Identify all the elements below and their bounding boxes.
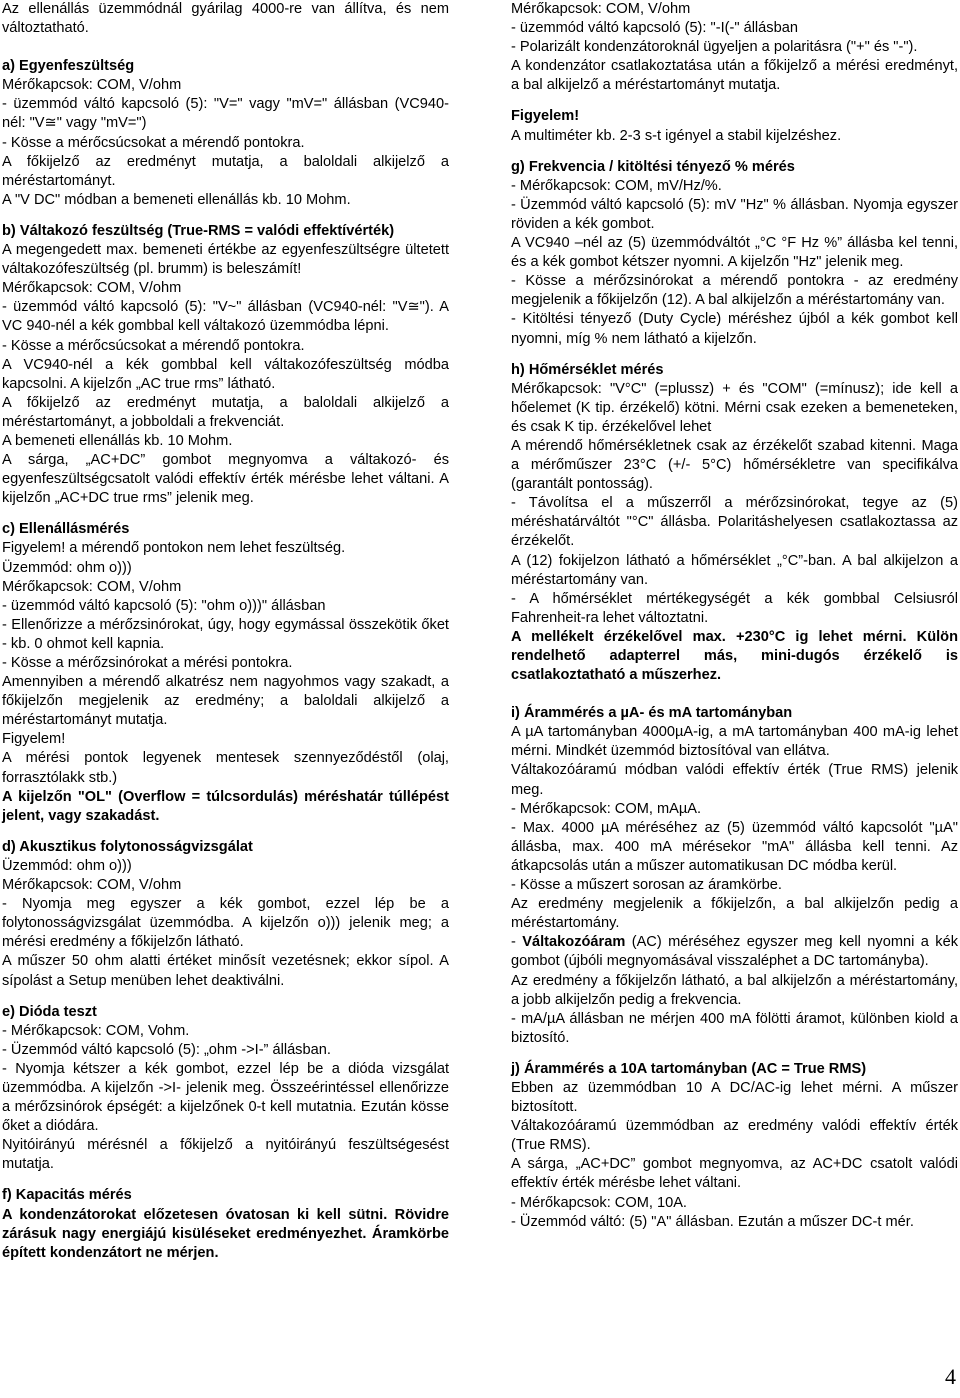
paragraph: - Mérőkapcsok: COM, mAµA. bbox=[511, 800, 702, 817]
paragraph: A multiméter kb. 2-3 s-t igényel a stabil kijelzéshez. bbox=[511, 127, 842, 144]
bold-paragraph: A mellékelt érzékelővel max. +230°C ig lehet mérni. Külön rendelhető adapterrel más, mini-dugós érzékelő is csatlakoztatható a műszerhez. bbox=[511, 628, 958, 684]
spacer bbox=[2, 1174, 449, 1186]
paragraph: - Mérőkapcsok: COM, mV/Hz/%. bbox=[511, 177, 722, 194]
bold-paragraph: A kijelzőn "OL" (Overflow = túlcsordulás) méréshatár túllépést jelent, vagy szakadást. bbox=[2, 788, 449, 824]
spacer bbox=[511, 685, 958, 704]
paragraph: Figyelem! bbox=[2, 731, 66, 748]
paragraph: A főkijelző az eredményt mutatja, a baloldali alkijelző a méréstartományt, a jobboldali a frekvenciát. bbox=[2, 394, 449, 430]
paragraph: - Üzemmód váltó kapcsoló (5): „ohm ->I-” állásban. bbox=[2, 1041, 331, 1058]
paragraph: Amennyiben a mérendő alkatrész nem nagyohmos vagy szakadt, a főkijelzőn megjelenik az eredmény; a baloldali alkijelző a méréstartományt mutatja. bbox=[2, 674, 449, 729]
paragraph: Mérőkapcsok: COM, V/ohm bbox=[511, 1, 691, 17]
paragraph: Üzemmód: ohm o))) bbox=[2, 559, 132, 576]
paragraph: A kondenzátor csatlakoztatása után a főkijelző a mérési eredményt, a bal alkijelző a méréstartományt mutatja. bbox=[511, 58, 958, 94]
paragraph: A (12) fokijelzon látható a hőmérséklet „°C”-ban. A bal alkijelzon a méréstartomány van. bbox=[511, 552, 958, 588]
paragraph: - Távolítsa el a műszerről a mérőzsinórokat, tegye az (5) méréshatárváltót "°C" állásba. Polaritáshelyesen csatlakoztassa az érzékelőt. bbox=[511, 495, 958, 550]
paragraph: - Mérőkapcsok: COM, Vohm. bbox=[2, 1022, 190, 1039]
paragraph: - Nyomja kétszer a kék gombot, ezzel lép be a dióda vizsgálat üzemmódba. A kijelzőn ->I- jelenik meg. Összeérintéssel ellenőrizze a mérőzsinórok épségét: a kijelzőnek 0-t kell mutatnia. Ezután kösse őket a diódára. bbox=[2, 1060, 449, 1135]
paragraph: - üzemmód váltó kapcsoló (5): "-I(-" állásban bbox=[511, 20, 798, 37]
section-heading: j) Árammérés a 10A tartományban (AC = True RMS) bbox=[511, 1060, 867, 1077]
paragraph: Váltakozóáramú üzemmódban az eredmény valódi effektív érték (True RMS). bbox=[511, 1118, 958, 1154]
paragraph: - üzemmód váltó kapcsoló (5): "ohm o)))" állásban bbox=[2, 597, 326, 614]
paragraph: A sárga, „AC+DC” gombot megnyomva, az AC+DC csatolt valódi effektív érték mérésbe lehet váltani. bbox=[511, 1156, 958, 1192]
paragraph: Váltakozóáramú módban valódi effektív érték (True RMS) jelenik meg. bbox=[511, 762, 958, 798]
section-heading: c) Ellenállásmérés bbox=[2, 521, 130, 538]
paragraph: - A hőmérséklet mértékegységét a kék gombbal Celsiusról Fahrenheit-ra lehet változtatni. bbox=[511, 590, 958, 626]
bold-paragraph: A kondenzátorokat előzetesen óvatosan ki kell sütni. Rövidre zárásuk nagy energiájú kisüléseket eredményezhet. Áramkörbe épített kondenzátort ne mérjen. bbox=[2, 1206, 449, 1261]
paragraph: Mérőkapcsok: COM, V/ohm bbox=[2, 77, 182, 94]
right-column bbox=[511, 0, 958, 1232]
spacer bbox=[2, 508, 449, 520]
section-heading: Figyelem! bbox=[511, 108, 580, 125]
paragraph: Ebben az üzemmódban 10 A DC/AC-ig lehet mérni. A műszer biztosított. bbox=[511, 1079, 958, 1116]
paragraph: Az eredmény megjelenik a főkijelzőn, a bal alkijelzőn pedig a méréstartomány. bbox=[511, 896, 958, 932]
paragraph: - Kösse a műszert sorosan az áramkörbe. bbox=[511, 877, 782, 894]
paragraph: - üzemmód váltó kapcsoló (5): "V=" vagy "mV=" állásban (VC940-nél: "V≅" vagy "mV=") bbox=[2, 96, 449, 132]
paragraph: A főkijelző az eredményt mutatja, a baloldali alkijelző a méréstartományt. bbox=[2, 153, 449, 189]
paragraph: Nyitóirányú mérésnél a főkijelző a nyitóirányú feszültségesést mutatja. bbox=[2, 1137, 449, 1173]
paragraph: - Kösse a mérőcsúcsokat a mérendő pontokra. bbox=[2, 134, 305, 151]
spacer bbox=[511, 95, 958, 107]
paragraph: - Üzemmód váltó: (5) "A" állásban. Ezután a műszer DC-t mér. bbox=[511, 1213, 914, 1230]
paragraph: - Üzemmód váltó kapcsoló (5): mV "Hz" % állásban. Nyomja egyszer röviden a kék gombot. bbox=[511, 196, 958, 232]
paragraph: - Ellenőrizze a mérőzsinórokat, úgy, hogy egymással összekötik őket - kb. 0 ohmot kell kapnia. bbox=[2, 616, 449, 652]
paragraph-text: - bbox=[511, 934, 523, 951]
paragraph: - Kösse a mérőcsúcsokat a mérendő pontokra. bbox=[2, 337, 305, 354]
section-heading: b) Váltakozó feszültség (True-RMS = valódi effektívérték) bbox=[2, 222, 395, 239]
paragraph: Mérőkapcsok: "V°C" (=plussz) + és "COM" (=mínusz); ide kell a hőelemet (K tip. érzékelő) kötni. Mérni csak ezeken a bemeneteken, és csak K tip. érzékelővel lehet bbox=[511, 380, 958, 435]
emphasis-text: Váltakozóáram bbox=[522, 934, 626, 951]
paragraph: A µA tartományban 4000µA-ig, a mA tartományban 400 mA-ig lehet mérni. Mindkét üzemmód biztosítóval van ellátva. bbox=[511, 724, 958, 760]
spacer bbox=[511, 1048, 958, 1060]
spacer bbox=[2, 991, 449, 1003]
paragraph: A "V DC" módban a bemeneti ellenállás kb. 10 Mohm. bbox=[2, 191, 351, 208]
paragraph: Mérőkapcsok: COM, V/ohm bbox=[2, 578, 182, 595]
section-heading: d) Akusztikus folytonosságvizsgálat bbox=[2, 838, 253, 855]
spacer bbox=[2, 826, 449, 838]
paragraph: A bemeneti ellenállás kb. 10 Mohm. bbox=[2, 432, 233, 449]
section-heading: a) Egyenfeszültség bbox=[2, 58, 135, 75]
paragraph: - Kösse a mérőzsinórokat a mérendő pontokra - az eredmény megjelenik a főkijelzőn (12). A bal alkijelzőn a méréstartomány van. bbox=[511, 273, 958, 309]
paragraph: - Kitöltési tényező (Duty Cycle) méréshez újból a kék gombot kell nyomni, míg % nem látható a kijelzőn. bbox=[511, 311, 958, 347]
spacer bbox=[511, 349, 958, 361]
spacer bbox=[511, 146, 958, 158]
paragraph: - mA/µA állásban ne mérjen 400 mA fölötti áramot, különben kiold a biztosító. bbox=[511, 1010, 958, 1046]
paragraph: - Polarizált kondenzátoroknál ügyeljen a polaritásra ("+" és "-"). bbox=[511, 39, 918, 56]
paragraph: - Kösse a mérőzsinórokat a mérési pontokra. bbox=[2, 655, 293, 671]
paragraph-text: (AC) méréséhez egyszer meg kell nyomni a kék gombot (újbóli megnyomásával visszaléphet a DC tartományba). bbox=[511, 934, 958, 970]
paragraph: - Mérőkapcsok: COM, 10A. bbox=[511, 1194, 687, 1211]
paragraph: Mérőkapcsok: COM, V/ohm bbox=[2, 877, 182, 894]
paragraph: Mérőkapcsok: COM, V/ohm bbox=[2, 280, 182, 297]
paragraph: A sárga, „AC+DC” gombot megnyomva a váltakozó- és egyenfeszültségcsatolt valódi effektív érték mérésbe lehet váltani. A kijelzőn „AC+DC true rms” jelenik meg. bbox=[2, 452, 449, 507]
spacer bbox=[2, 38, 449, 57]
paragraph: Az ellenállás üzemmódnál gyárilag 4000-re van állítva, és nem változtatható. bbox=[2, 1, 449, 37]
paragraph: Üzemmód: ohm o))) bbox=[2, 857, 132, 874]
section-heading: e) Dióda teszt bbox=[2, 1003, 97, 1020]
paragraph: - Nyomja meg egyszer a kék gombot, ezzel lép be a folytonosságvizsgálat üzemmódba. A kijelzőn o))) jelenik meg; a mérési eredmény a főkijelzőn látható. bbox=[2, 896, 449, 951]
paragraph: Figyelem! a mérendő pontokon nem lehet feszültség. bbox=[2, 540, 346, 557]
spacer bbox=[2, 210, 449, 222]
section-heading: i) Árammérés a µA- és mA tartományban bbox=[511, 705, 793, 722]
section-heading: g) Frekvencia / kitöltési tényező % mérés bbox=[511, 158, 795, 175]
paragraph: A VC940 –nél az (5) üzemmódváltót „°C °F Hz %” állásba kel tenni, és a kék gombot kétszer nyomni. A kijelzőn "Hz" jelenik meg. bbox=[511, 235, 958, 271]
paragraph: A megengedett max. bemeneti értékbe az egyenfeszültségre ültetett váltakozófeszültség (pl. brumm) is beleszámít! bbox=[2, 242, 449, 278]
paragraph: A VC940-nél a kék gombbal kell váltakozófeszültség módba kapcsolni. A kijelzőn „AC true rms” látható. bbox=[2, 356, 449, 392]
section-heading: f) Kapacitás mérés bbox=[2, 1187, 132, 1204]
section-heading: h) Hőmérséklet mérés bbox=[511, 361, 664, 378]
left-column bbox=[2, 0, 449, 1263]
paragraph bbox=[511, 933, 958, 971]
paragraph: A mérési pontok legyenek mentesek szennyeződéstől (olaj, forrasztólakk stb.) bbox=[2, 750, 449, 786]
paragraph: A műszer 50 ohm alatti értéket minősít vezetésnek; ekkor sípol. A sípolást a Setup menüben lehet deaktiválni. bbox=[2, 953, 449, 989]
page-number: 4 bbox=[945, 1364, 956, 1389]
paragraph: A mérendő hőmérsékletnek csak az érzékelőt szabad kitenni. Maga a mérőműszer 23°C (+/- 5°C) hőmérsékletre van specifikálva (garantált pontosság). bbox=[511, 437, 958, 493]
paragraph: Az eredmény a főkijelzőn látható, a bal alkijelzőn a méréstartomány, a jobb alkijelzőn pedig a frekvencia. bbox=[511, 972, 958, 1008]
paragraph: - Max. 4000 µA méréséhez az (5) üzemmód váltó kapcsolót "µA" állásba, max. 400 mA mérésekor "mA" állásba kell tenni. Az átkapcsolás után a műszer automatikusan DC módba kerül. bbox=[511, 819, 958, 874]
paragraph: - üzemmód váltó kapcsoló (5): "V~" állásban (VC940-nél: "V≅"). A VC 940-nél a kék gombbal kell váltakozó üzemmódba lépni. bbox=[2, 299, 449, 335]
